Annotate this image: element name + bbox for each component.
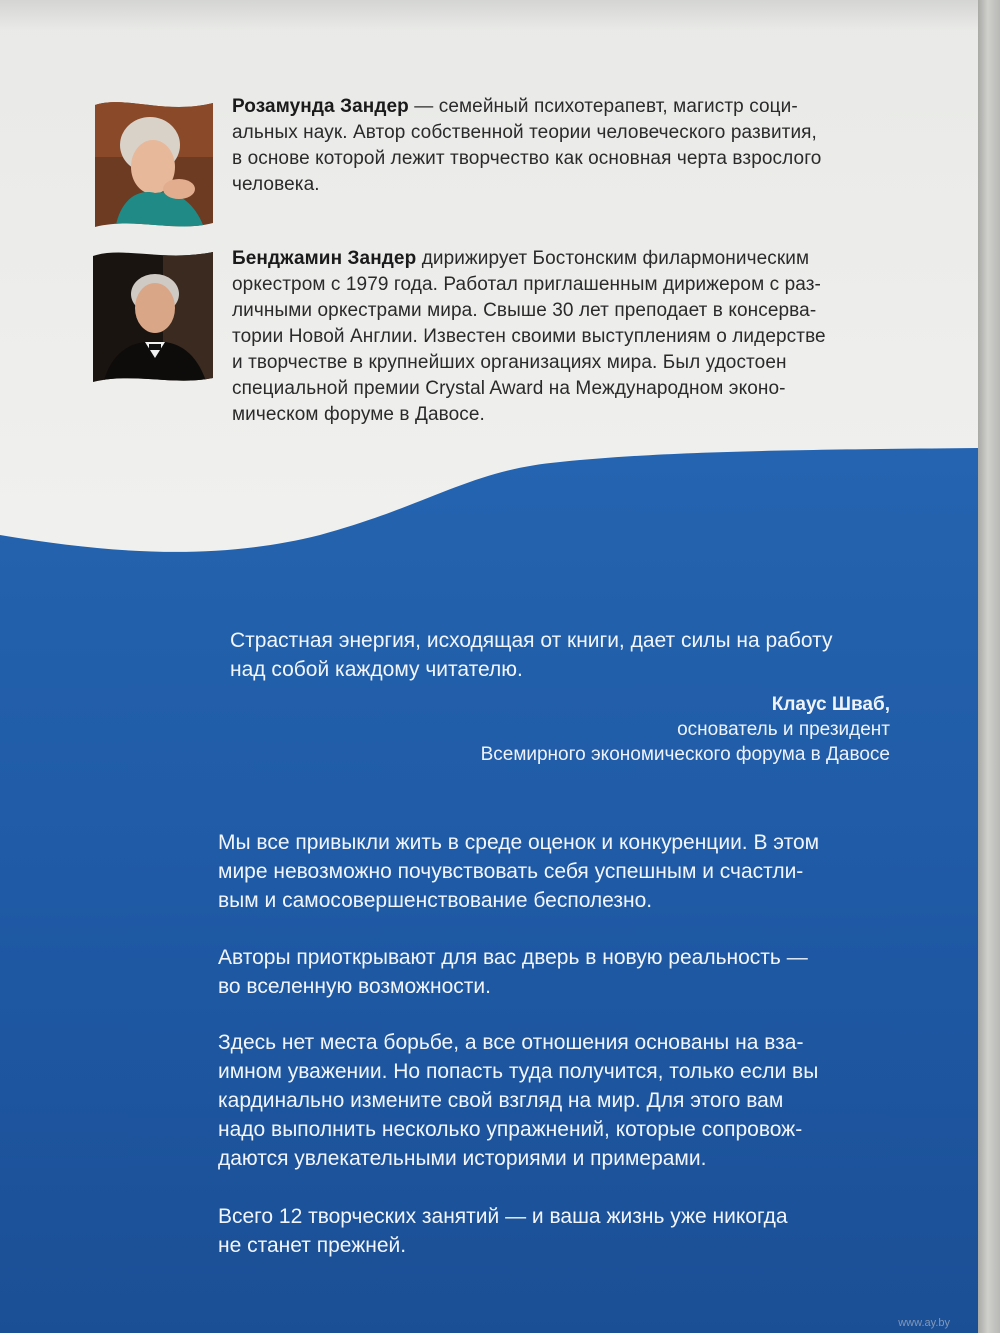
bio-line: в основе которой лежит творчество как основная черта взрослого: [232, 148, 822, 169]
bio-line: оркестром с 1979 года. Работал приглашенным дирижером с раз-: [232, 274, 821, 295]
paragraph-line: кардинально измените свой взгляд на мир. Для этого вам: [218, 1089, 784, 1112]
bio-line: и творчестве в крупнейших организациях мира. Был удостоен: [232, 352, 787, 373]
author-bio-rosamund: [232, 94, 882, 198]
author-photo-rosamund: [95, 97, 213, 230]
description-paragraph: [218, 1028, 898, 1173]
bio-line: мическом форуме в Давосе.: [232, 404, 485, 425]
book-edge: [978, 0, 1000, 1333]
watermark: www.ay.by: [898, 1317, 950, 1329]
author-name: Розамунда Зандер: [232, 96, 409, 117]
paragraph-line: имном уважении. Но попасть туда получится, только если вы: [218, 1060, 819, 1083]
quote-line: Страстная энергия, исходящая от книги, дает силы на работу: [230, 629, 833, 652]
woman-portrait-icon: [95, 97, 213, 230]
description-paragraph: [218, 943, 898, 1001]
bio-line: — семейный психотерапевт, магистр соци-: [408, 96, 798, 117]
paragraph-line: Всего 12 творческих занятий — и ваша жизнь уже никогда: [218, 1205, 788, 1228]
man-portrait-icon: [93, 246, 213, 384]
author-bio-benjamin: [232, 246, 882, 428]
paragraph-line: Мы все привыкли жить в среде оценок и конкуренции. В этом: [218, 831, 820, 854]
paragraph-line: не станет прежней.: [218, 1234, 407, 1257]
bio-line: дирижирует Бостонским филармоническим: [416, 248, 810, 269]
quote-author: Клаус Шваб,: [771, 694, 890, 715]
paragraph-line: надо выполнить несколько упражнений, которые сопровож-: [218, 1118, 803, 1141]
paragraph-line: даются увлекательными историями и примерами.: [218, 1147, 707, 1170]
description-paragraph: [218, 828, 898, 915]
bio-line: специальной премии Crystal Award на Международном эконо-: [232, 378, 786, 399]
bio-line: личными оркестрами мира. Свыше 30 лет преподает в консерва-: [232, 300, 817, 321]
quote-author-role: Всемирного экономического форума в Давосе: [480, 744, 890, 765]
bio-line: альных наук. Автор собственной теории человеческого развития,: [232, 122, 817, 143]
description-paragraph: [218, 1202, 898, 1260]
paragraph-line: вым и самосовершенствование бесполезно.: [218, 889, 653, 912]
quote-line: над собой каждому читателю.: [230, 658, 523, 681]
bio-line: тории Новой Англии. Известен своими выступлениям о лидерстве: [232, 326, 826, 347]
paragraph-line: мире невозможно почувствовать себя успешным и счастли-: [218, 860, 804, 883]
paragraph-line: Авторы приоткрывают для вас дверь в новую реальность —: [218, 946, 808, 969]
author-photo-benjamin: [93, 246, 213, 384]
paragraph-line: Здесь нет места борьбе, а все отношения основаны на вза-: [218, 1031, 804, 1054]
author-name: Бенджамин Зандер: [232, 248, 417, 269]
endorsement-quote: [230, 626, 890, 684]
quote-author-role: основатель и президент: [677, 719, 890, 740]
paragraph-line: во вселенную возможности.: [218, 975, 491, 998]
bio-line: человека.: [232, 174, 320, 195]
